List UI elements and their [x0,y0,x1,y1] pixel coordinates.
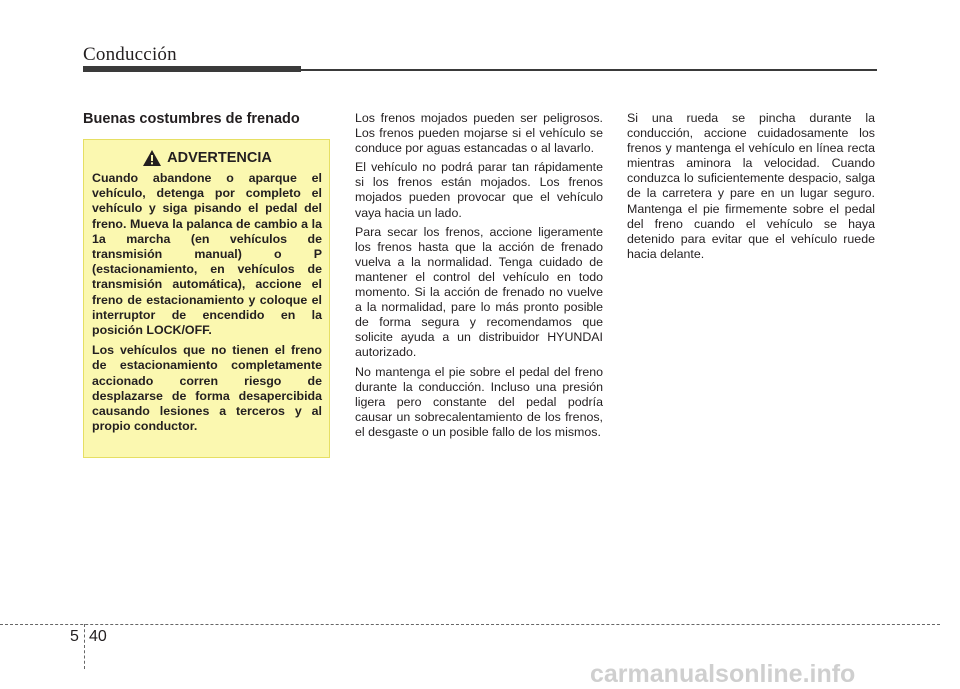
footer-divider [84,624,85,669]
body-paragraph: Si una rueda se pincha durante la conducción, accione cuidadosamente los frenos y mantenga el vehículo en línea recta mientras aminora la velocidad. Cuando conduzca lo suficientemente despacio, salga de la carretera y pare en un lugar seguro. Mantenga el pie firmemente sobre el pedal del freno cuando el vehículo se haya detenido para evitar que el vehículo ruede hacia delante. [627,111,875,261]
header-rule-thick [83,66,301,72]
body-paragraph: Los frenos mojados pueden ser peligrosos. Los frenos pueden mojarse si el vehículo se conduce por aguas estancadas o al lavarlo. [355,111,603,156]
page-number: 40 [89,628,107,645]
warning-paragraph: Los vehículos que no tienen el freno de estacionamiento completamente accionado corren riesgo de desplazarse de forma desapercibida causando lesiones a terceros y al propio conductor. [92,343,322,434]
warning-paragraph: Cuando abandone o aparque el vehículo, detenga por completo el vehículo y siga pisando el pedal del freno. Mueva la palanca de cambio a la 1a marcha (en vehículos de transmisión manual) o P (estacionamiento, en vehículos de transmisión automática), accione el freno de estacionamiento y coloque el interruptor de encendido en la posición LOCK/OFF. [92,171,322,338]
warning-box [83,139,330,458]
body-paragraph: No mantenga el pie sobre el pedal del freno durante la conducción. Incluso una presión ligera pero constante del pedal podría causar un sobrecalentamiento de los frenos, el desgaste o un posible fallo de los mismos. [355,364,603,439]
body-paragraph: El vehículo no podrá parar tan rápidamente si los frenos están mojados. Los frenos mojados pueden provocar que el vehículo vaya hacia un lado. [355,160,603,220]
footer-rule [0,624,940,625]
text-column-right [627,111,875,266]
warning-triangle-icon [142,149,162,167]
warning-title: ADVERTENCIA [167,150,272,166]
body-paragraph: Para secar los frenos, accione ligeramente los frenos hasta que la acción de frenado vuelva a la normalidad. Tenga cuidado de mantener el control del vehículo en todo momento. Si la acción de frenado no vuelve a la normalidad, pare lo más pronto posible de forma segura y recomendamos que solicite ayuda a un distribuidor HYUNDAI autorizado. [355,224,603,360]
section-heading: Buenas costumbres de frenado [83,111,300,127]
warning-header [92,149,322,167]
text-column-middle [355,111,603,444]
chapter-title: Conducción [83,44,177,65]
watermark: carmanualsonline.info [590,660,856,688]
chapter-number: 5 [70,628,79,645]
header-rule-thin [301,69,877,71]
